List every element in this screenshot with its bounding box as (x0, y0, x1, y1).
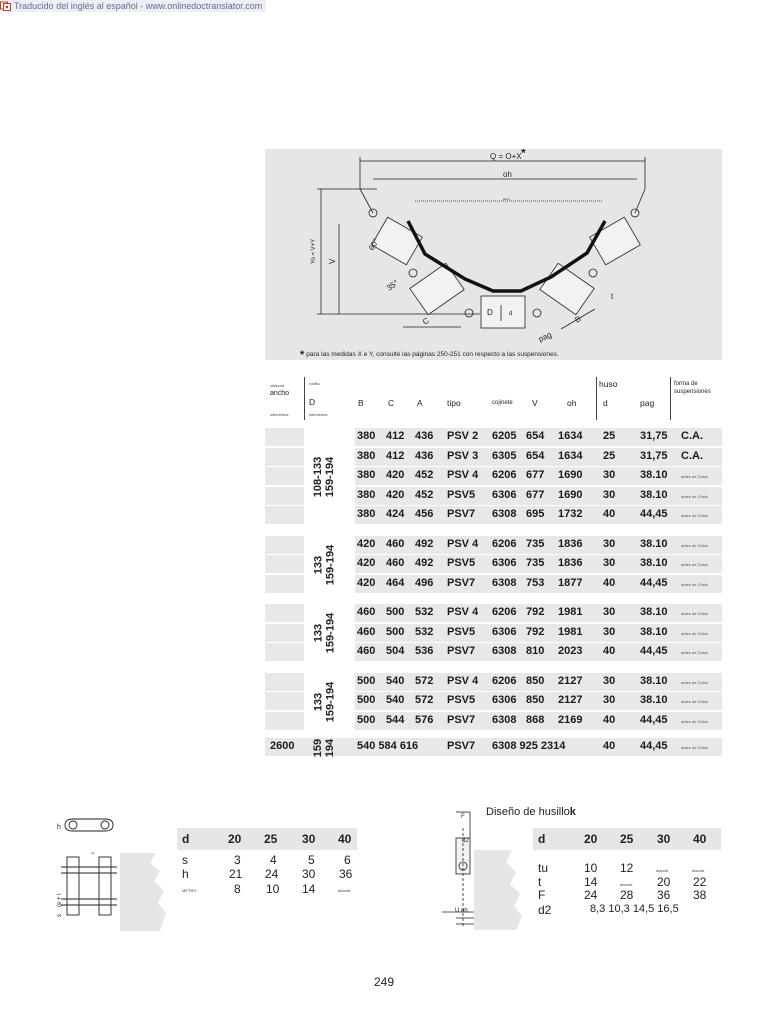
cell-tipo: PSV 4 (447, 674, 479, 687)
cell-d: 40 (603, 508, 616, 520)
hdr-d: d (603, 398, 608, 408)
cell-d: 30 (603, 537, 616, 550)
right-tu-25: 12 (620, 861, 634, 875)
hdr-forma: forma de suspensiones (674, 381, 711, 395)
cell-V: 654 (526, 430, 545, 442)
cell-d: 30 (603, 625, 616, 638)
cell-A: 532 (415, 625, 434, 638)
cell-V: 735 (526, 537, 545, 550)
row-left-cell (265, 536, 304, 554)
cell-oh: 1690 (558, 469, 583, 481)
right-head-d: d (538, 832, 546, 846)
cell-d: 30 (603, 557, 616, 569)
fig-b-label: B (573, 314, 583, 325)
spindle-uoh-label: U oh (455, 908, 468, 914)
cell-tipo: PSV7 (447, 576, 476, 589)
cell-B: 420 (357, 576, 376, 589)
right-head-30: 30 (657, 832, 671, 846)
cell-d: 30 (603, 606, 616, 618)
drawing-t-label: (e + l (57, 893, 63, 907)
drawing-s-label: s (57, 914, 63, 917)
cell-pag: 38.10 (640, 606, 668, 618)
cell-pag: 38.10 (640, 694, 668, 706)
hdr-C: C (388, 398, 395, 408)
right-tu-40: discutir (692, 868, 705, 873)
cell-tipo: PSV7 (447, 508, 476, 520)
last-d: 40 (603, 740, 616, 752)
cell-A: 572 (415, 674, 434, 687)
left-metro-40: discutir (338, 888, 351, 893)
cell-d: 25 (603, 430, 616, 442)
cell-B: 460 (357, 606, 376, 618)
cell-pag: 44,45 (640, 576, 668, 589)
row-left-cell (265, 692, 304, 710)
cell-tipo: PSV 4 (447, 537, 479, 550)
grey-shape-right (474, 850, 526, 930)
cell-A: 576 (415, 713, 434, 726)
hdr-D-unit: milímetros (309, 412, 328, 417)
cell-coj: 6206 (492, 537, 517, 550)
cell-pag: 44,45 (640, 713, 668, 726)
cell-A: 536 (415, 645, 434, 657)
row-left-cell (265, 555, 304, 573)
cell-B: 420 (357, 557, 376, 569)
right-t-25: discutir (620, 882, 633, 887)
cell-pag: 38.10 (640, 488, 668, 501)
diameter-line-2: 159-194 (324, 613, 336, 654)
last-bca: 540 584 616 (357, 740, 419, 752)
cell-oh: 1634 (558, 430, 583, 442)
cell-V: 735 (526, 557, 545, 569)
cell-tipo: PSV 4 (447, 469, 479, 481)
hdr-ancho: ancho (270, 390, 290, 397)
cell-d: 25 (603, 449, 616, 462)
cell-pag: 44,45 (640, 645, 668, 657)
cell-V: 792 (526, 625, 545, 638)
cell-V: 695 (526, 508, 545, 520)
cell-V: 850 (526, 694, 545, 706)
left-head-40: 40 (338, 832, 352, 846)
cell-coj: 6305 (492, 449, 517, 462)
right-t-label: t (538, 875, 542, 889)
cell-V: 810 (526, 645, 545, 657)
cell-coj: 6206 (492, 606, 517, 618)
cell-oh: 2127 (558, 674, 583, 687)
cell-d: 40 (603, 645, 616, 657)
left-metro-30: 14 (302, 882, 316, 896)
cell-B: 380 (357, 508, 376, 520)
row-left-cell (265, 428, 304, 446)
hdr-cojinete: cojinete (492, 400, 513, 406)
last-ancho: 2600 (270, 740, 295, 752)
right-f-25: 28 (620, 888, 634, 902)
hdr-D: D (309, 397, 316, 407)
cell-coj: 6308 (492, 713, 517, 726)
hdr-B: B (358, 398, 364, 408)
cell-forma: C.A. (681, 430, 703, 442)
hdr-pag: pag (640, 398, 655, 408)
group-diameter (312, 428, 340, 526)
diameter-line-1: 133 (312, 624, 324, 643)
fig-v-label: V (328, 258, 337, 264)
left-row-s-label: s (182, 853, 188, 867)
cell-A: 456 (415, 508, 434, 520)
cell-d: 40 (603, 576, 616, 589)
cell-coj: 6308 (492, 645, 517, 657)
cell-C: 540 (386, 694, 405, 706)
right-t-20: 14 (584, 875, 598, 889)
right-d2-label: d2 (538, 903, 552, 917)
row-left-cell (265, 575, 304, 593)
cell-B: 380 (357, 430, 376, 442)
cell-forma: antes de Cristo (681, 581, 708, 587)
fig-oh-label: oh (503, 170, 512, 179)
cell-coj: 6306 (492, 488, 517, 501)
last-diam-2: 194 (324, 738, 336, 758)
cell-coj: 6308 (492, 576, 517, 589)
fig-q-label: Q = O+X (490, 152, 522, 161)
right-tu-20: 10 (584, 861, 598, 875)
spindle-d2-label: d2 (462, 838, 469, 844)
cell-tipo: PSV 4 (447, 606, 479, 618)
cell-oh: 1690 (558, 488, 583, 501)
cell-C: 540 (386, 674, 405, 687)
group-diameter (312, 604, 340, 663)
cell-oh: 2169 (558, 713, 583, 726)
cell-V: 654 (526, 449, 545, 462)
cell-pag: 38.10 (640, 674, 668, 687)
cell-coj: 6306 (492, 625, 517, 638)
conveyor-idler-diagram (265, 149, 722, 360)
cell-forma: antes de Cristo (681, 474, 708, 479)
right-f-label: F (538, 888, 546, 902)
cell-C: 420 (386, 488, 405, 501)
left-row-s-20: 3 (234, 853, 241, 867)
row-left-cell (265, 643, 304, 661)
cell-pag: 38.10 (640, 557, 668, 569)
cell-forma: C.A. (681, 449, 703, 462)
cell-tipo: PSV5 (447, 557, 476, 569)
cell-tipo: PSV7 (447, 713, 476, 726)
cell-d: 30 (603, 469, 616, 481)
row-left-cell (265, 624, 304, 642)
cell-V: 677 (526, 488, 545, 501)
cell-tipo: PSV7 (447, 645, 476, 657)
spindle-f-label: F (461, 814, 465, 820)
hdr-cinta: cinturón (270, 383, 285, 388)
cell-forma: antes de Cristo (681, 630, 708, 636)
right-d2-values: 8,3 10,3 14,5 16,5 (590, 903, 679, 915)
last-pag: 44,45 (640, 740, 668, 752)
fig-pag-label: pag (537, 330, 553, 344)
cell-B: 420 (357, 537, 376, 550)
cell-V: 753 (526, 576, 545, 589)
cell-d: 30 (603, 674, 616, 687)
left-row-h-label: h (182, 867, 189, 881)
cell-C: 412 (386, 430, 405, 442)
row-left-cell (265, 506, 304, 524)
cell-tipo: PSV5 (447, 694, 476, 706)
cell-A: 572 (415, 694, 434, 706)
right-head-40: 40 (693, 832, 707, 846)
row-left-cell (265, 712, 304, 730)
idler-drawing (265, 149, 722, 360)
cell-A: 452 (415, 488, 434, 501)
left-row-s-30: 5 (308, 853, 315, 867)
cell-C: 460 (386, 537, 405, 550)
diameter-line-2: 159-194 (324, 456, 336, 497)
right-head-20: 20 (584, 832, 598, 846)
cell-forma: antes de Cristo (681, 513, 708, 518)
cell-coj: 6308 (492, 508, 517, 520)
fig-yo-label: Yo = V+Y (311, 238, 317, 264)
last-forma: antes de Cristo (681, 745, 708, 750)
cell-B: 380 (357, 449, 376, 462)
hdr-V: V (532, 398, 538, 408)
fig-star: * (521, 149, 526, 160)
right-tu-label: tu (538, 861, 549, 875)
left-metro-25: 10 (266, 882, 280, 896)
cell-oh: 1981 (558, 606, 583, 618)
cell-C: 460 (386, 557, 405, 569)
figure-footnote (300, 349, 559, 361)
cell-tipo: PSV5 (447, 625, 476, 638)
cell-oh: 1981 (558, 625, 583, 638)
row-left-cell (265, 487, 304, 505)
last-coj_v_oh: 6308 925 2314 (492, 740, 566, 752)
hdr-A: A (417, 398, 423, 408)
cell-pag: 31,75 (640, 430, 668, 442)
last-diameter (312, 737, 340, 759)
cell-V: 850 (526, 674, 545, 687)
cell-forma: antes de Cristo (681, 679, 708, 685)
row-left-cell (265, 673, 304, 691)
fig-c-label: C (420, 315, 431, 327)
cell-pag: 44,45 (640, 508, 668, 520)
cell-B: 500 (357, 713, 376, 726)
left-row-h-25: 24 (265, 867, 279, 881)
cell-C: 420 (386, 469, 405, 481)
left-row-h-20: 21 (229, 867, 243, 881)
cell-forma: antes de Cristo (681, 493, 708, 499)
cell-C: 464 (386, 576, 405, 589)
cell-pag: 31,75 (640, 449, 668, 462)
translator-banner[interactable] (0, 0, 266, 12)
right-title-text: Diseño de husillo (486, 806, 570, 818)
hdr-oh: oh (567, 398, 577, 408)
cell-B: 380 (357, 469, 376, 481)
cell-A: 436 (415, 449, 434, 462)
cell-oh: 1836 (558, 537, 583, 550)
cell-d: 30 (603, 694, 616, 706)
cell-coj: 6306 (492, 557, 517, 569)
fig-d-label: D (487, 308, 493, 317)
cell-forma: antes de Cristo (681, 562, 708, 567)
cell-coj: 6205 (492, 430, 517, 442)
left-head-20: 20 (228, 832, 242, 846)
cell-A: 492 (415, 537, 434, 550)
cell-B: 500 (357, 694, 376, 706)
hdr-huso: huso (599, 379, 618, 389)
cell-coj: 6206 (492, 469, 517, 481)
right-f-40: 38 (693, 888, 707, 902)
cell-d: 30 (603, 488, 616, 501)
cell-C: 504 (386, 645, 405, 657)
last-tipo: PSV7 (447, 740, 476, 752)
cell-tipo: PSV 3 (447, 449, 479, 462)
left-head-25: 25 (264, 832, 278, 846)
cell-pag: 38.10 (640, 469, 668, 481)
diameter-line-2: 159-194 (324, 681, 336, 722)
cell-oh: 2023 (558, 645, 583, 657)
cell-B: 380 (357, 488, 376, 501)
footnote-text: para las medidas X e Y, consulte las páginas 250-251 con respecto a las suspensiones. (306, 351, 559, 358)
right-title-bold: k (569, 806, 576, 818)
footnote-star: * (300, 349, 305, 361)
cell-A: 496 (415, 576, 434, 589)
cell-forma: antes de Cristo (681, 699, 708, 704)
cell-coj: 6206 (492, 674, 517, 687)
translate-icon (0, 1, 11, 11)
cell-A: 532 (415, 606, 434, 618)
grey-shape-left (120, 853, 170, 931)
right-f-20: 24 (584, 888, 598, 902)
diameter-line-1: 133 (312, 555, 324, 574)
cell-V: 868 (526, 713, 545, 726)
fig-inner-label: amin (503, 197, 510, 201)
group-diameter (312, 673, 340, 732)
drawing-h-label: h (57, 824, 61, 831)
hdr-rodillo: rodillo (309, 381, 320, 386)
cell-tipo: PSV 2 (447, 430, 479, 442)
right-t-40: 22 (693, 875, 707, 889)
cell-C: 544 (386, 713, 405, 726)
fig-60-label: 60° (366, 237, 381, 252)
fig-t-label: t (611, 292, 614, 301)
cell-oh: 1732 (558, 508, 583, 520)
cell-C: 500 (386, 625, 405, 638)
cell-B: 460 (357, 645, 376, 657)
cell-B: 460 (357, 625, 376, 638)
left-head-d: d (182, 832, 190, 846)
cell-V: 677 (526, 469, 545, 481)
cell-pag: 38.10 (640, 537, 668, 550)
group-diameter (312, 536, 340, 595)
cell-oh: 1836 (558, 557, 583, 569)
cell-V: 792 (526, 606, 545, 618)
cell-forma: antes de Cristo (681, 542, 708, 548)
cell-C: 500 (386, 606, 405, 618)
last-diam-1: 159 (312, 738, 324, 758)
right-t-30: 20 (657, 875, 671, 889)
cell-C: 424 (386, 508, 405, 520)
cell-A: 452 (415, 469, 434, 481)
cell-forma: antes de Cristo (681, 650, 708, 655)
fig-d2-label: d (509, 311, 513, 317)
page-number: 249 (373, 975, 395, 989)
right-f-30: 36 (657, 888, 671, 902)
right-tu-30: discutir (656, 868, 669, 873)
row-left-cell (265, 448, 304, 466)
cell-coj: 6306 (492, 694, 517, 706)
left-row-h-30: 30 (302, 867, 316, 881)
cell-oh: 1877 (558, 576, 583, 589)
hdr-tipo: tipo (447, 398, 461, 408)
cell-forma: antes de Cristo (681, 611, 708, 616)
cell-oh: 1634 (558, 449, 583, 462)
cell-forma: antes de Cristo (681, 718, 708, 724)
left-row-s-25: 4 (270, 853, 277, 867)
left-head-30: 30 (302, 832, 316, 846)
drawing-small-label: pm (91, 851, 96, 855)
left-metro-label: METRO (182, 888, 197, 893)
cell-A: 436 (415, 430, 434, 442)
left-row-s-40: 6 (344, 853, 351, 867)
cell-A: 492 (415, 557, 434, 569)
cell-C: 412 (386, 449, 405, 462)
right-head-25: 25 (620, 832, 634, 846)
cell-pag: 38.10 (640, 625, 668, 638)
cell-d: 40 (603, 713, 616, 726)
cell-tipo: PSV5 (447, 488, 476, 501)
diameter-line-1: 133 (312, 692, 324, 711)
diameter-line-1: 108-133 (312, 456, 324, 497)
right-table-title (486, 806, 576, 818)
left-metro-20: 8 (234, 882, 241, 896)
banner-text[interactable]: Traducido del inglés al español - www.onlinedoctranslator.com (14, 1, 263, 11)
cell-B: 500 (357, 674, 376, 687)
diameter-line-2: 159-194 (324, 544, 336, 585)
row-left-cell (265, 467, 304, 485)
chain-link-drawing (55, 815, 123, 925)
row-left-cell (265, 604, 304, 622)
left-row-h-40: 36 (339, 867, 353, 881)
hdr-ancho-unit: milímetros (270, 412, 289, 417)
fig-35-label: 35° (384, 278, 401, 293)
cell-oh: 2127 (558, 694, 583, 706)
